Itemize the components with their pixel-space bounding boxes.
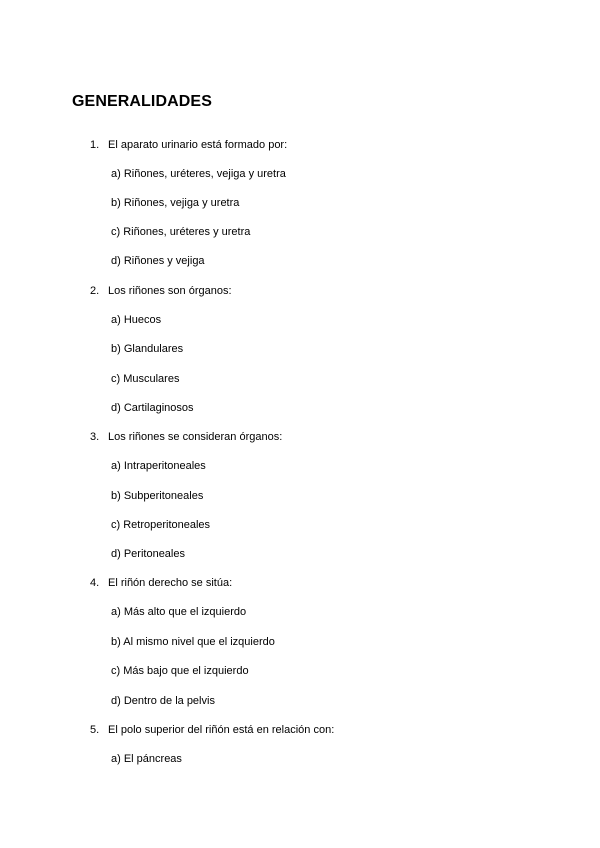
question-number: 2. [90,285,100,297]
question-3 [90,430,282,444]
option-2d: d) Cartilaginosos [111,402,194,414]
question-1 [90,138,287,152]
option-2b: b) Glandulares [111,343,184,355]
option-4c: c) Más bajo que el izquierdo [111,665,249,677]
question-4 [90,576,232,590]
question-2 [90,284,232,298]
question-text: Los riñones se consideran órganos: [108,431,283,443]
option-3d: d) Peritoneales [111,548,185,560]
option-4b: b) Al mismo nivel que el izquierdo [111,636,275,648]
option-1d: d) Riñones y vejiga [111,255,205,267]
question-text: El aparato urinario está formado por: [108,139,288,151]
option-1a: a) Riñones, uréteres, vejiga y uretra [111,168,286,180]
option-3b: b) Subperitoneales [111,490,204,502]
question-text: El polo superior del riñón está en relación con: [108,724,335,736]
option-3a: a) Intraperitoneales [111,460,206,472]
question-text: Los riñones son órganos: [108,285,232,297]
option-4a: a) Más alto que el izquierdo [111,606,247,618]
question-number: 4. [90,577,100,589]
question-5 [90,723,334,737]
option-1c: c) Riñones, uréteres y uretra [111,226,251,238]
option-1b: b) Riñones, vejiga y uretra [111,197,240,209]
question-number: 1. [90,139,100,151]
option-5a: a) El páncreas [111,753,182,765]
option-3c: c) Retroperitoneales [111,519,211,531]
question-text: El riñón derecho se sitúa: [108,577,233,589]
option-2c: c) Musculares [111,373,180,385]
page-title: GENERALIDADES [72,93,212,110]
question-number: 5. [90,724,100,736]
option-4d: d) Dentro de la pelvis [111,695,215,707]
question-number: 3. [90,431,100,443]
option-2a: a) Huecos [111,314,162,326]
